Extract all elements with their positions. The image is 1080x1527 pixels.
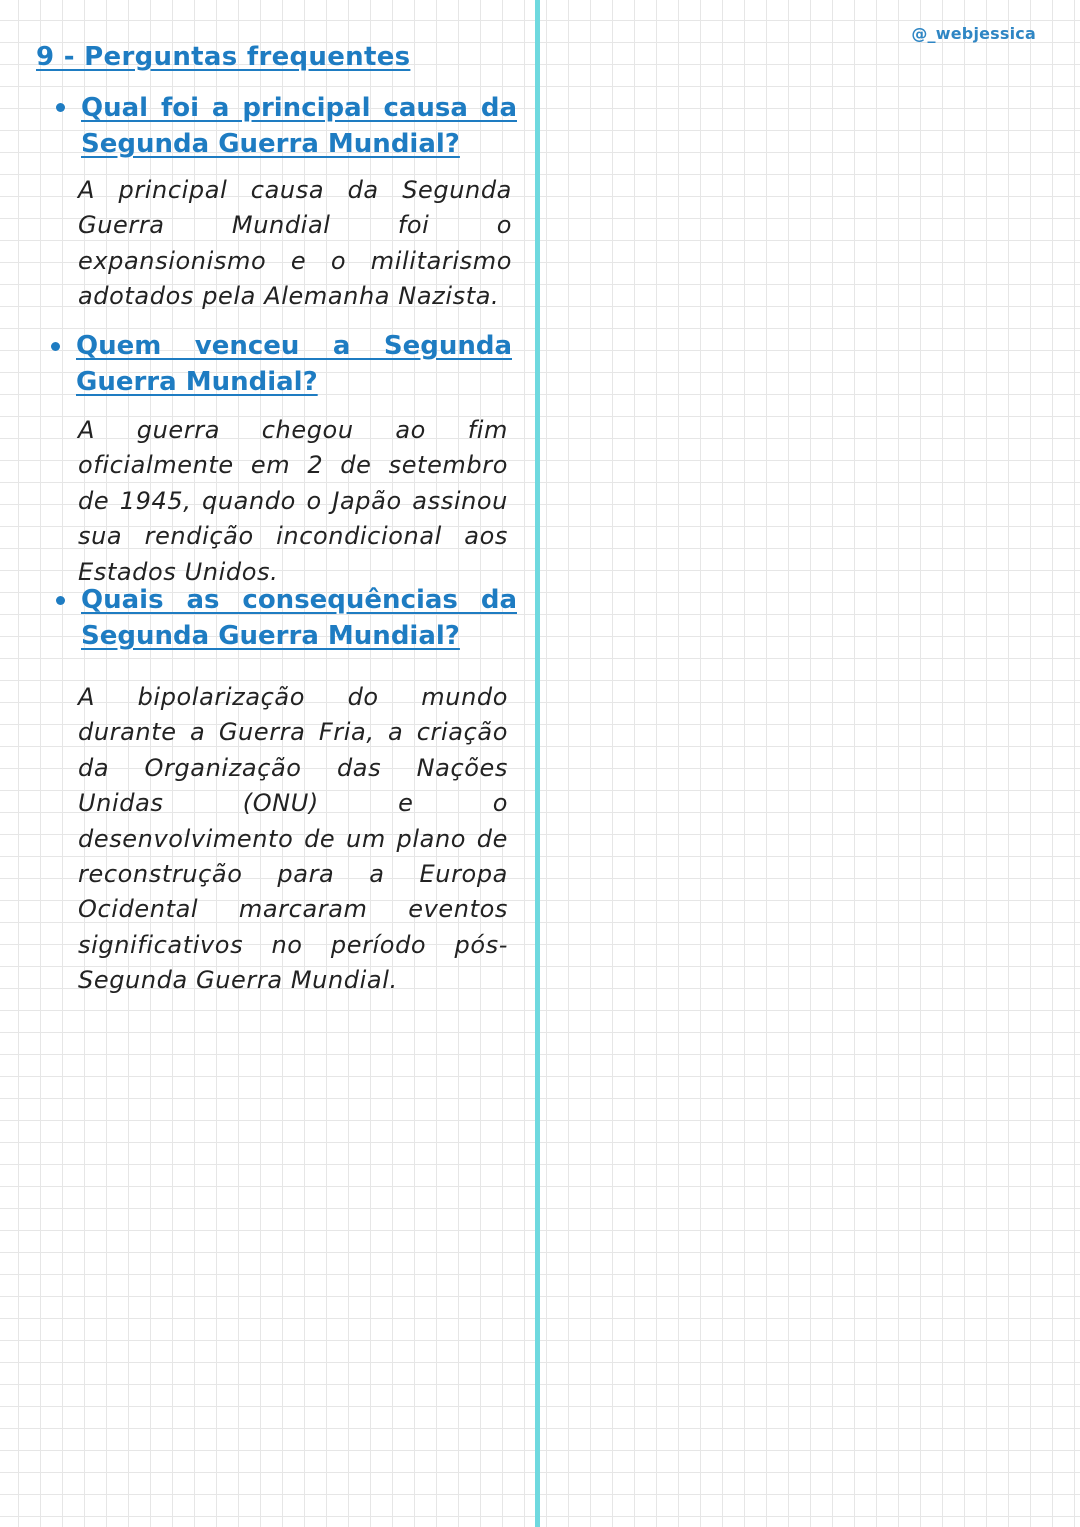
faq-answer-3: A bipolarização do mundo durante a Guerra Fria, a criação da Organização das Nações Unidas (ONU) e o desenvolvimento de um plano de reconstrução para a Europa Ocidental marcaram eventos significativos no período pós-Segunda Guerra Mundial.	[78, 683, 508, 995]
faq-question-3-text: Quais as consequências da Segunda Guerra Mundial?	[81, 585, 517, 651]
faq-question-2	[76, 328, 512, 400]
faq-answer-1: A principal causa da Segunda Guerra Mundial foi o expansionismo e o militarismo adotados pela Alemanha Nazista.	[78, 176, 512, 311]
column-divider	[535, 0, 540, 1527]
faq-question-2-text: Quem venceu a Segunda Guerra Mundial?	[76, 331, 512, 397]
section-title: 9 - Perguntas frequentes	[36, 42, 411, 72]
faq-answer-2: A guerra chegou ao fim oficialmente em 2 de setembro de 1945, quando o Japão assinou sua rendição incondicional aos Estados Unidos.	[78, 416, 508, 586]
faq-question-1-text: Qual foi a principal causa da Segunda Guerra Mundial?	[81, 93, 517, 159]
faq-question-1	[81, 90, 517, 162]
bullet-icon	[51, 342, 60, 351]
bullet-icon	[56, 596, 65, 605]
faq-question-3	[81, 582, 517, 654]
author-handle: @_webjessica	[911, 24, 1036, 43]
bullet-icon	[56, 103, 65, 112]
